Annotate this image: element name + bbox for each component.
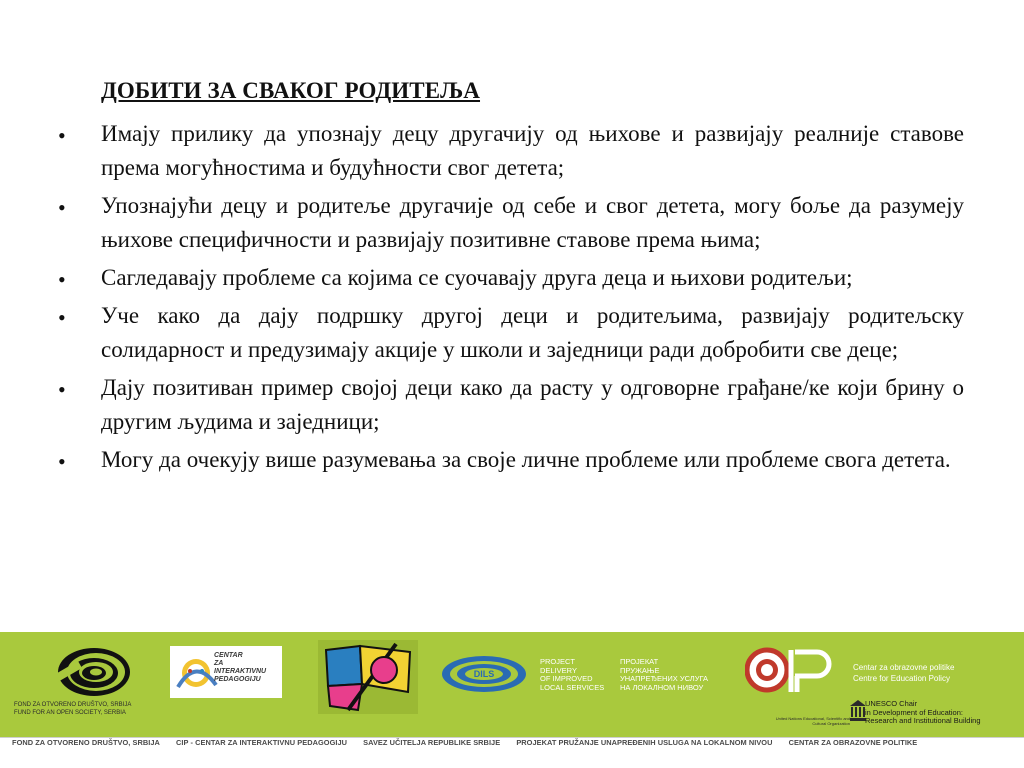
sponsor-logo-band bbox=[0, 632, 1024, 737]
list-item-text: Сагледавају проблеме са којима се суочавају друга деца и њихови родитељи; bbox=[101, 265, 853, 290]
partner-name: CENTAR ZA OBRAZOVNE POLITIKE bbox=[788, 738, 918, 747]
partner-name: CIP - CENTAR ZA INTERAKTIVNU PEDAGOGIJU bbox=[176, 738, 348, 747]
teachers-association-logo bbox=[318, 640, 418, 714]
list-item-text: Дају позитиван пример својој деци како да расту у одговорне грађане/ке који брину о другим људима и заједници; bbox=[101, 375, 964, 434]
cip-logo bbox=[170, 646, 282, 698]
unesco-temple-icon bbox=[850, 700, 866, 722]
unesco-chair-text: UNESCO Chair in Development of Education: Research and Institutional Building bbox=[865, 699, 981, 725]
partners-list bbox=[12, 738, 1012, 752]
list-item bbox=[58, 117, 964, 185]
fos-swirl-icon bbox=[52, 644, 142, 700]
list-item bbox=[58, 299, 964, 367]
teachers-association-icon bbox=[318, 640, 418, 714]
bullet-icon: • bbox=[58, 195, 66, 220]
svg-text:DILS: DILS bbox=[473, 669, 495, 679]
list-item-text: Могу да очекују више разумевања за своје личне проблеме или проблеме свога детета. bbox=[101, 447, 951, 472]
bullet-icon: • bbox=[58, 305, 66, 330]
cep-logo bbox=[745, 646, 1024, 702]
cep-text: Centar za obrazovne politike Centre for Education Policy bbox=[853, 663, 955, 683]
partner-name: SAVEZ UČITELJA REPUBLIKE SRBIJE bbox=[363, 738, 501, 747]
partners-bar bbox=[0, 737, 1024, 768]
bullet-icon: • bbox=[58, 123, 66, 148]
partner-name: FOND ZA OTVORENO DRUŠTVO, SRBIJA bbox=[12, 738, 160, 747]
unesco-org-name: United Nations Educational, Scientific and Cultural Organization bbox=[775, 716, 850, 726]
slide-heading: ДОБИТИ ЗА СВАКОГ РОДИТЕЉА bbox=[101, 78, 481, 103]
list-item bbox=[58, 443, 964, 477]
bullet-icon: • bbox=[58, 377, 66, 402]
list-item bbox=[58, 371, 964, 439]
fos-caption: FOND ZA OTVORENO DRUŠTVO, SRBIJA FUND FOR AN OPEN SOCIETY, SERBIA bbox=[14, 702, 132, 716]
fos-logo bbox=[14, 644, 154, 724]
cip-text: CENTAR ZA INTERAKTIVNU PEDAGOGIJU bbox=[214, 652, 267, 683]
partner-name: PROJEKAT PRUŽANJE UNAPREĐENIH USLUGA NA LOKALNOM NIVOU bbox=[516, 738, 773, 747]
bullet-icon: • bbox=[58, 449, 66, 474]
dils-logo bbox=[440, 654, 730, 698]
unesco-chair-logo bbox=[770, 698, 1024, 732]
list-item-text: Упознајући децу и родитеље другачије од себе и свог детета, могу боље да разумеју њихове специфичности и развијају позитивне ставове према њима; bbox=[101, 193, 964, 252]
dils-target-icon bbox=[440, 654, 532, 694]
bullet-icon: • bbox=[58, 267, 66, 292]
benefits-list bbox=[58, 117, 964, 481]
list-item bbox=[58, 189, 964, 257]
list-item-text: Уче како да дају подршку другој деци и родитељима, развијају родитељску солидарност и предузимају акције у школи и заједници ради добробити све деце; bbox=[101, 303, 964, 362]
cep-logo-icon bbox=[745, 646, 845, 696]
dils-text-en: PROJECT DELIVERY OF IMPROVED LOCAL SERVICES bbox=[540, 657, 605, 692]
list-item bbox=[58, 261, 964, 295]
dils-text-sr: ПРОЈЕКАТ ПРУЖАЊЕ УНАПРЕЂЕНИХ УСЛУГА НА ЛОКАЛНОМ НИВОУ bbox=[620, 657, 709, 692]
list-item-text: Имају прилику да упознају децу другачију од њихове и развијају реалније ставове према могућностима и будућности свог детета; bbox=[101, 121, 964, 180]
